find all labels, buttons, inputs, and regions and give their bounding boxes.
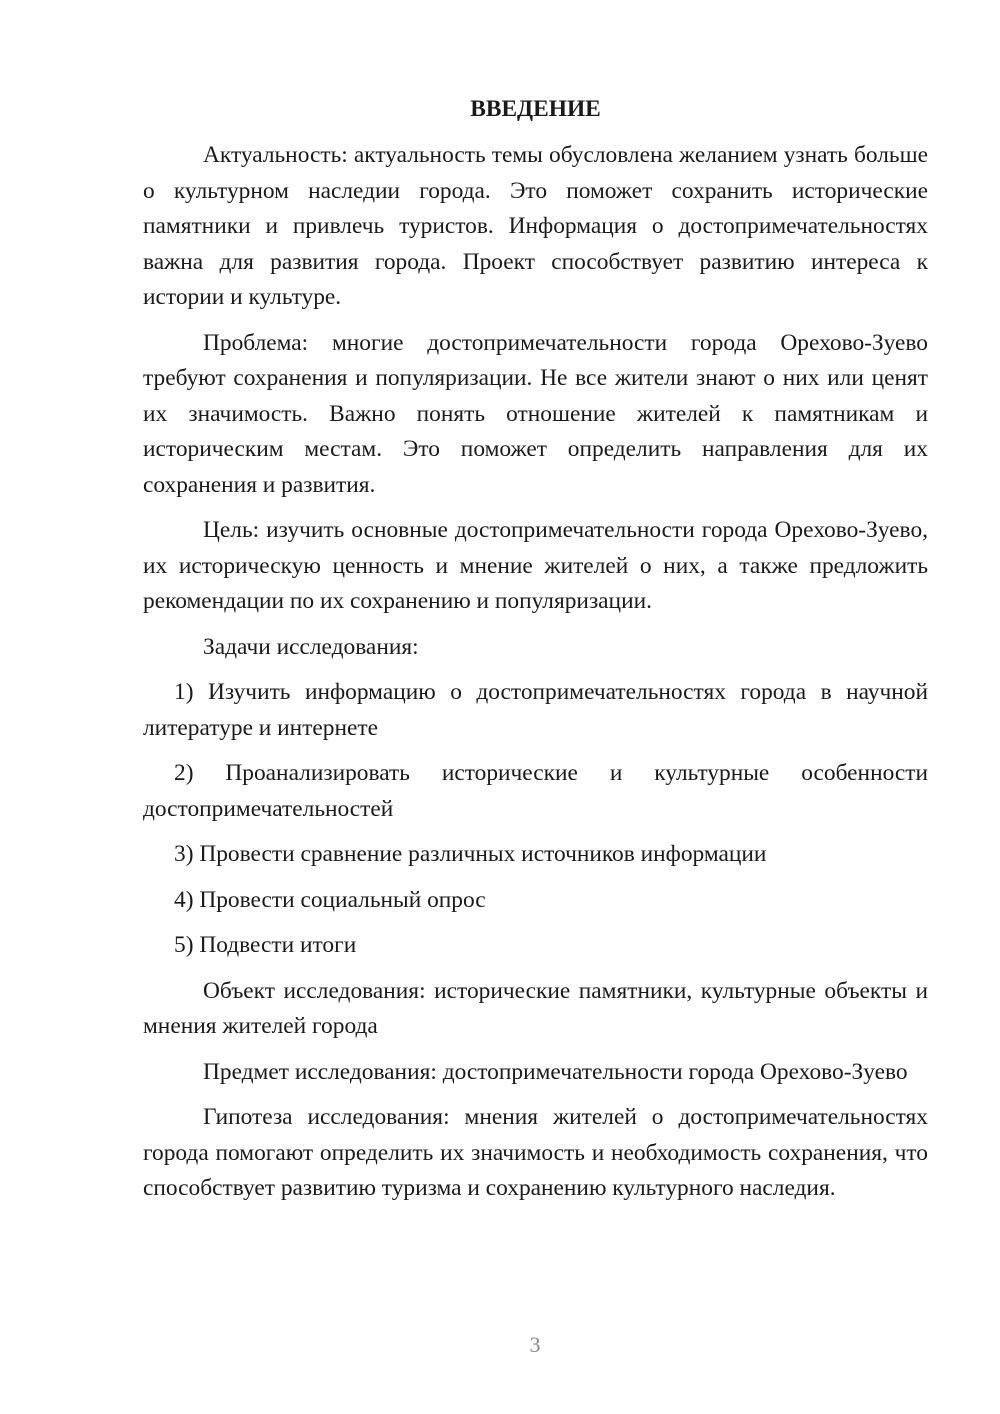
paragraph-hypothesis: Гипотеза исследования: мнения жителей о достопримечательностях города помогают определить их значимость и необходимость сохранения, что способствует развитию туризма и сохранению культурного наследия. xyxy=(143,1104,928,1201)
page-content xyxy=(143,92,928,1217)
paragraph-relevance: Актуальность: актуальность темы обусловлена желанием узнать больше о культурном наследии города. Это поможет сохранить исторические памятники и привлечь туристов. Информация о достопримечательностях важна для развития города. Проект способствует развитию интереса к истории и культуре. xyxy=(143,142,928,310)
task-item-2: 2) Проанализировать исторические и культурные особенности достопримечательностей xyxy=(143,760,928,822)
section-title: ВВЕДЕНИЕ xyxy=(470,96,601,122)
paragraph-problem: Проблема: многие достопримечательности города Орехово-Зуево требуют сохранения и популяризации. Не все жители знают о них или ценят их значимость. Важно понять отношение жителей к памятникам и историческим местам. Это поможет определить направления для их сохранения и развития. xyxy=(143,329,928,498)
task-item-4: 4) Провести социальный опрос xyxy=(174,886,486,913)
page-number-text: 3 xyxy=(529,1332,541,1357)
paragraph-subject: Предмет исследования: достопримечательности города Орехово-Зуево xyxy=(203,1058,908,1085)
task-item-1: 1) Изучить информацию о достопримечательностях города в научной литературе и интернете xyxy=(143,679,928,741)
paragraph-object: Объект исследования: исторические памятники, культурные объекты и мнения жителей города xyxy=(143,977,928,1039)
paragraph-tasks-heading: Задачи исследования: xyxy=(203,633,419,660)
page-number xyxy=(0,1332,1000,1358)
task-item-3: 3) Провести сравнение различных источников информации xyxy=(174,841,767,867)
paragraph-goal: Цель: изучить основные достопримечательности города Орехово-Зуево, их историческую ценность и мнение жителей о них, а также предложить рекомендации по их сохранению и популяризации. xyxy=(143,517,928,614)
task-item-5: 5) Подвести итоги xyxy=(174,932,357,958)
